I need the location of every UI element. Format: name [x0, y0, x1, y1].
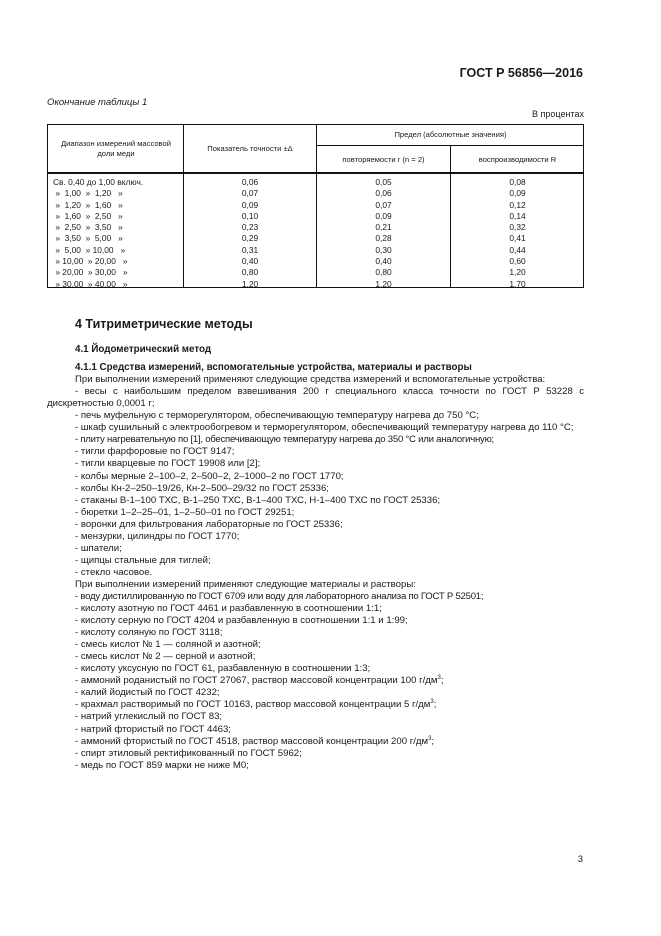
- accuracy-table: [47, 124, 584, 288]
- equipment-item: - шкаф сушильный с электрообогревом и терморегулятором, обеспечивающий температуру нагрева до 110 °С;: [75, 422, 574, 434]
- cell-reproducibility: 0,41: [509, 233, 526, 244]
- cell-range: » 10,00 » 20,00 »: [53, 256, 128, 267]
- superscript: 3: [437, 675, 441, 682]
- page-number: 3: [577, 854, 583, 865]
- cell-accuracy: 0,23: [241, 222, 259, 233]
- equipment-item: - стекло часовое.: [75, 566, 153, 578]
- header-range: Диапазон измерений массовой доли меди: [61, 139, 171, 158]
- cell-accuracy: 1,20: [241, 278, 259, 289]
- cell-range: » 1,00 » 1,20 »: [53, 188, 123, 199]
- header-accuracy: Показатель точности ±Δ: [207, 144, 293, 153]
- range-column: [53, 177, 181, 290]
- material-item: - кислоту соляную по ГОСТ 3118;: [75, 627, 223, 639]
- material-item: - кислоту серную по ГОСТ 4204 и разбавленную в соотношении 1:1 и 1:99;: [75, 615, 408, 627]
- cell-range: » 3,50 » 5,00 »: [53, 233, 123, 244]
- cell-reproducibility: 0,09: [509, 188, 526, 199]
- section-body: [47, 318, 584, 772]
- material-item: - воду дистиллированную по ГОСТ 6709 или воду для лабораторного анализа по ГОСТ Р 52501;: [75, 590, 484, 602]
- section-heading: 4 Титриметрические методы: [75, 317, 253, 331]
- material-item: - кислоту азотную по ГОСТ 4461 и разбавленную в соотношении 1:1;: [75, 603, 382, 615]
- document-code: ГОСТ Р 56856—2016: [459, 66, 583, 80]
- header-reproducibility: воспроизводимости R: [478, 155, 557, 164]
- cell-accuracy: 0,09: [241, 199, 259, 210]
- material-item: - смесь кислот № 2 — серной и азотной;: [75, 651, 256, 663]
- cell-repeatability: 0,21: [375, 222, 392, 233]
- cell-accuracy: 0,07: [241, 188, 259, 199]
- material-item: - смесь кислот № 1 — соляной и азотной;: [75, 639, 261, 651]
- cell-accuracy: 0,40: [241, 256, 259, 267]
- subsubsection-heading: 4.1.1 Средства измерений, вспомогательные устройства, материалы и растворы: [75, 362, 472, 374]
- cell-range: » 30,00 » 40,00 »: [53, 278, 128, 289]
- cell-reproducibility: 0,14: [509, 210, 526, 221]
- materials-intro: При выполнении измерений применяют следующие материалы и растворы:: [75, 578, 416, 590]
- equipment-item: - тигли кварцевые по ГОСТ 19908 или [2];: [75, 458, 261, 470]
- cell-repeatability: 0,06: [375, 188, 392, 199]
- cell-accuracy: 0,80: [241, 267, 259, 278]
- punct: ;: [433, 699, 437, 711]
- equipment-item: - бюретки 1–2–25–01, 1–2–50–01 по ГОСТ 29251;: [75, 506, 295, 518]
- equipment-item: - воронки для фильтрования лабораторные по ГОСТ 25336;: [75, 518, 343, 530]
- material-text: - аммоний роданистый по ГОСТ 27067, раствор массовой концентрации 100 г/дм: [75, 675, 438, 687]
- material-item: [47, 736, 584, 748]
- material-text: - крахмал растворимый по ГОСТ 10163, раствор массовой концентрации 5 г/дм: [75, 699, 431, 711]
- cell-repeatability: 0,07: [375, 199, 392, 210]
- reproducibility-column: [451, 177, 584, 290]
- equipment-item: - плиту нагревательную по [1], обеспечивающую температуру нагрева до 350 °С или аналогичную;: [75, 434, 494, 446]
- cell-repeatability: 0,40: [375, 256, 392, 267]
- equipment-item: - весы с наибольшим пределом взвешивания 200 г специального класса точности по ГОСТ Р 53228 с дискретностью 0,0001 г;: [47, 386, 584, 410]
- cell-reproducibility: 1,70: [509, 278, 526, 289]
- material-item: [47, 675, 584, 687]
- material-item: - кислоту уксусную по ГОСТ 61, разбавленную в соотношении 1:3;: [75, 663, 371, 675]
- table-units: В процентах: [532, 109, 584, 119]
- cell-repeatability: 0,80: [375, 267, 392, 278]
- material-item: [47, 699, 584, 711]
- superscript: 3: [428, 735, 432, 742]
- material-item: - спирт этиловый ректификованный по ГОСТ 5962;: [75, 747, 302, 759]
- cell-reproducibility: 0,12: [509, 199, 526, 210]
- material-item: - натрий фтористый по ГОСТ 4463;: [75, 723, 231, 735]
- cell-repeatability: 0,30: [375, 244, 392, 255]
- equipment-item: - колбы Кн-2–250–19/26, Кн-2–500–29/32 по ГОСТ 25336;: [75, 482, 329, 494]
- cell-reproducibility: 1,20: [509, 267, 526, 278]
- table-caption: Окончание таблицы 1: [47, 97, 148, 108]
- cell-reproducibility: 0,32: [509, 222, 526, 233]
- equipment-item: - щипцы стальные для тиглей;: [75, 554, 211, 566]
- material-item: - калий йодистый по ГОСТ 4232;: [75, 687, 220, 699]
- material-text: - аммоний фтористый по ГОСТ 4518, раствор массовой концентрации 200 г/дм: [75, 735, 429, 747]
- cell-repeatability: 1,20: [375, 278, 392, 289]
- cell-accuracy: 0,10: [241, 210, 259, 221]
- material-item: - натрий углекислый по ГОСТ 83;: [75, 711, 223, 723]
- equipment-item: - шпатели;: [75, 542, 122, 554]
- cell-reproducibility: 0,44: [509, 244, 526, 255]
- cell-accuracy: 0,31: [241, 244, 259, 255]
- cell-repeatability: 0,05: [375, 177, 392, 187]
- punct: ;: [440, 675, 444, 687]
- cell-reproducibility: 0,08: [509, 177, 526, 187]
- punct: ;: [431, 735, 435, 747]
- equipment-item: - тигли фарфоровые по ГОСТ 9147;: [75, 446, 235, 458]
- cell-repeatability: 0,28: [375, 233, 392, 244]
- repeatability-column: [317, 177, 450, 290]
- cell-range: » 1,20 » 1,60 »: [53, 199, 123, 210]
- accuracy-column: [184, 177, 316, 290]
- cell-range: » 1,60 » 2,50 »: [53, 210, 123, 221]
- material-item: - медь по ГОСТ 859 марки не ниже М0;: [75, 759, 249, 771]
- equipment-item: - мензурки, цилиндры по ГОСТ 1770;: [75, 530, 240, 542]
- cell-range: Св. 0,40 до 1,00 включ.: [53, 177, 144, 187]
- cell-repeatability: 0,09: [375, 210, 392, 221]
- superscript: 3: [430, 699, 434, 706]
- cell-reproducibility: 0,60: [509, 256, 526, 267]
- equipment-item: - стаканы В-1–100 ТХС, В-1–250 ТХС, В-1–400 ТХС, Н-1–400 ТХС по ГОСТ 25336;: [75, 494, 441, 506]
- cell-range: » 20,00 » 30,00 »: [53, 267, 128, 278]
- cell-range: » 5,00 » 10,00 »: [53, 244, 126, 255]
- header-repeatability: повторяемости r (n = 2): [342, 155, 425, 164]
- header-limit-group: Предел (абсолютные значения): [394, 130, 507, 139]
- cell-range: » 2,50 » 3,50 »: [53, 222, 123, 233]
- subsection-heading: 4.1 Йодометрический метод: [75, 344, 212, 356]
- equipment-item: - колбы мерные 2–100–2, 2–500–2, 2–1000–2 по ГОСТ 1770;: [75, 470, 344, 482]
- cell-accuracy: 0,06: [241, 177, 259, 187]
- equipment-item: - печь муфельную с терморегулятором, обеспечивающую температуру нагрева до 750 °С;: [75, 410, 479, 422]
- equipment-intro: При выполнении измерений применяют следующие средства измерений и вспомогательные устройства:: [75, 374, 546, 386]
- cell-accuracy: 0,29: [241, 233, 259, 244]
